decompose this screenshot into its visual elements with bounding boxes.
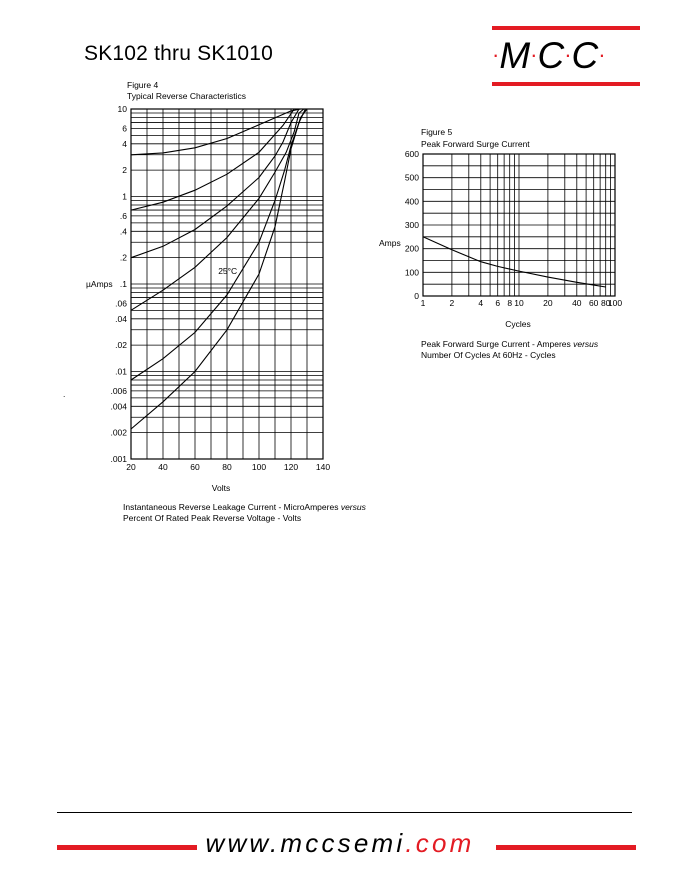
fig4-xtick-label: 20 <box>126 462 136 472</box>
fig4-ytick-label: .4 <box>119 226 127 237</box>
fig5-ytick-label: 400 <box>404 196 419 207</box>
fig4-series-curve-2 <box>131 109 294 210</box>
figure5-caption-line1: Peak Forward Surge Current - Amperes <box>421 339 574 349</box>
fig4-ytick-label: 6 <box>122 123 127 134</box>
footer-divider <box>57 812 632 813</box>
logo-letter-c1: C <box>537 35 565 76</box>
fig4-ytick-label: .004 <box>110 401 127 412</box>
fig4-ytick-label: .01 <box>115 366 127 377</box>
logo-dot: · <box>564 42 572 67</box>
fig4-xlabel: Volts <box>211 483 231 493</box>
fig5-xtick-label: 80 <box>600 298 611 308</box>
figure5-caption-versus: versus <box>573 339 599 349</box>
figure5-caption <box>421 339 598 361</box>
figure5-title: Peak Forward Surge Current <box>421 139 530 149</box>
fig4-ytick-label: 10 <box>117 104 127 114</box>
fig5-ytick-label: 600 <box>404 149 419 159</box>
fig5-xtick-label: 4 <box>478 298 484 308</box>
fig4-ytick-label: .6 <box>119 210 127 221</box>
fig5-xtick-label: 10 <box>514 298 524 308</box>
figure4-title: Typical Reverse Characteristics <box>127 91 247 101</box>
logo-letter-c2: C <box>571 35 599 76</box>
logo-dot: · <box>492 42 500 67</box>
fig4-ytick-label: 2 <box>122 165 127 176</box>
fig4-ytick-label: .006 <box>110 385 127 396</box>
fig4-ytick-label: .2 <box>119 252 127 263</box>
fig4-ytick-label: .04 <box>115 313 127 324</box>
fig4-xtick-label: 120 <box>283 462 299 472</box>
fig5-ytick-label: 0 <box>414 291 419 301</box>
fig4-annotation: 25°C <box>218 266 238 277</box>
logo-letter-m: M <box>499 35 531 76</box>
fig4-xtick-label: 80 <box>222 462 232 472</box>
fig4-ytick-label: .1 <box>119 279 127 289</box>
footer-url[interactable] <box>0 828 680 859</box>
fig4-xtick-label: 60 <box>190 462 200 472</box>
fig5-ytick-label: 100 <box>404 267 419 278</box>
fig4-series-curve-3 <box>131 109 299 258</box>
fig5-xtick-label: 100 <box>607 298 623 308</box>
fig4-ytick-label: .06 <box>115 298 127 309</box>
fig5-ytick-label: 200 <box>404 243 419 254</box>
fig4-xtick-label: 40 <box>158 462 168 472</box>
figure5-label: Figure 5 <box>421 127 453 137</box>
fig5-xtick-label: 20 <box>543 298 553 308</box>
fig5-xtick-label: 6 <box>495 298 501 308</box>
fig4-xtick-label: 100 <box>251 462 267 472</box>
footer-url-main: www.mccsemi <box>205 828 406 858</box>
fig4-ytick-label: 4 <box>122 138 127 149</box>
fig4-ytick-label: 1 <box>122 191 127 202</box>
fig4-ytick-label: .02 <box>115 340 127 351</box>
fig5-xtick-label: 40 <box>572 298 582 308</box>
fig4-xtick-label: 140 <box>315 462 331 472</box>
fig5-xtick-label: 2 <box>449 298 455 308</box>
fig5-xtick-label: 60 <box>588 298 599 308</box>
figure4-caption-line2: Percent Of Rated Peak Reverse Voltage - Volts <box>123 513 302 523</box>
fig5-ytick-label: 300 <box>404 220 419 230</box>
fig5-xtick-label: 1 <box>420 298 426 308</box>
logo-dot: · <box>530 42 538 67</box>
fig4-ytick-label: .001 <box>110 454 127 464</box>
fig5-xtick-label: 8 <box>507 298 513 308</box>
stray-mark: . <box>63 389 66 399</box>
fig5-ytick-label: 500 <box>404 172 419 183</box>
logo-dot: · <box>598 42 606 67</box>
fig5-xlabel: Cycles <box>505 319 531 329</box>
footer-url-tld: .com <box>405 828 475 858</box>
fig4-ytick-label: .002 <box>110 427 127 438</box>
figure5-caption-line2: Number Of Cycles At 60Hz - Cycles <box>421 350 556 360</box>
fig4-series-curve-4 <box>131 109 304 310</box>
figure4-caption-line1: Instantaneous Reverse Leakage Current - MicroAmperes <box>123 502 341 512</box>
figure4-label: Figure 4 <box>127 80 159 90</box>
page-title: SK102 thru SK1010 <box>84 42 274 65</box>
figure4-caption <box>123 502 366 524</box>
fig5-ylabel: Amps <box>379 237 401 248</box>
figure4-caption-versus: versus <box>340 502 366 512</box>
fig4-ylabel: µAmps <box>86 279 113 289</box>
